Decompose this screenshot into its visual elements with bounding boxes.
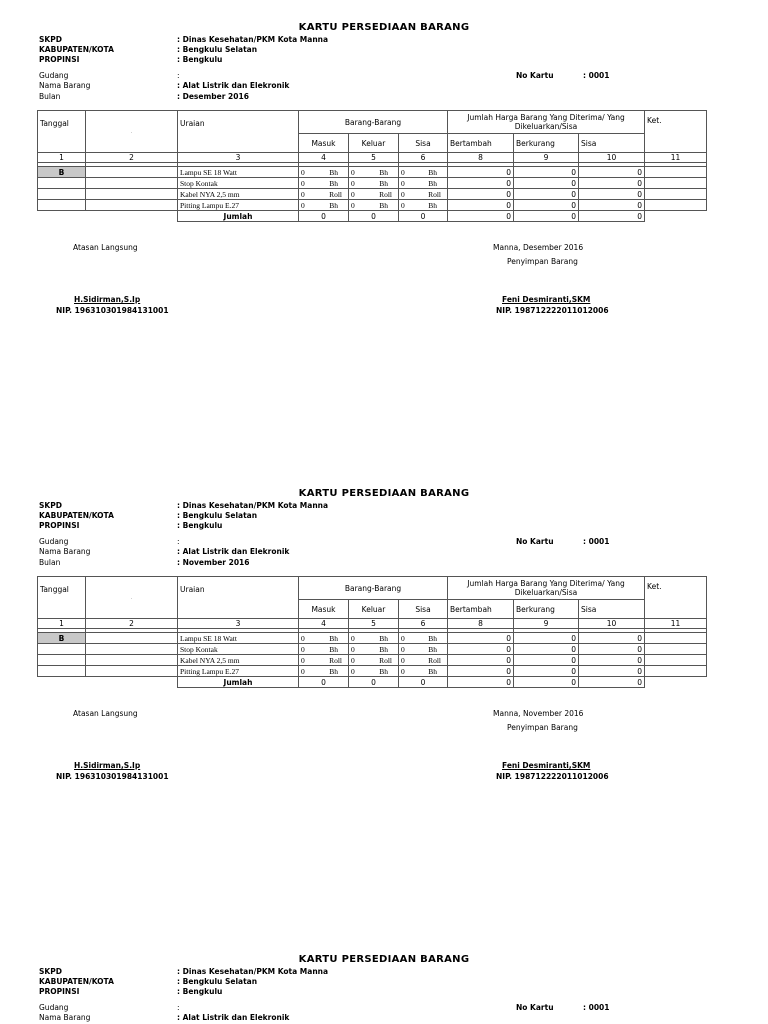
jumlah-keluar: 0 — [349, 211, 399, 222]
no-kartu-value: : 0001 — [583, 537, 610, 546]
berkurang-cell: 0 — [514, 178, 579, 189]
skpd-label: SKPD — [39, 35, 62, 44]
jumlah-sisa-harga: 0 — [579, 677, 645, 688]
header-ket: Ket. — [645, 111, 707, 153]
sisa-qty: 0 — [401, 189, 405, 199]
berkurang-cell: 0 — [514, 189, 579, 200]
kabupaten-label: KABUPATEN/KOTA — [39, 977, 114, 986]
jumlah-sisa: 0 — [399, 677, 448, 688]
uraian-cell: Pitting Lampu E.27 — [178, 200, 299, 211]
col-num: 6 — [399, 619, 448, 629]
bertambah-cell: 0 — [448, 178, 514, 189]
inventory-card-partial — [0, 932, 768, 1024]
keluar-unit: Bh — [379, 200, 388, 210]
keluar-qty: 0 — [351, 655, 355, 665]
nama-barang-value: : Alat Listrik dan Elekronik — [177, 1013, 290, 1022]
gudang-label: Gudang — [39, 1003, 69, 1012]
jumlah-label: Jumlah — [178, 677, 299, 688]
col-num: 9 — [514, 153, 579, 163]
place-date: Manna, Desember 2016 — [493, 243, 584, 252]
jumlah-berkurang: 0 — [514, 211, 579, 222]
masuk-unit: Roll — [329, 655, 342, 665]
col-num: 6 — [399, 153, 448, 163]
keluar-unit: Bh — [379, 633, 388, 643]
sisa-qty: 0 — [401, 200, 405, 210]
berkurang-cell: 0 — [514, 200, 579, 211]
item-code: B — [38, 633, 86, 644]
skpd-label: SKPD — [39, 967, 62, 976]
keluar-unit: Roll — [379, 655, 392, 665]
header-jumlah-harga: Jumlah Harga Barang Yang Diterima/ Yang Dikeluarkan/Sisa — [448, 111, 645, 134]
jumlah-label: Jumlah — [178, 211, 299, 222]
card-title: KARTU PERSEDIAAN BARANG — [298, 22, 470, 33]
inventory-card-november — [0, 466, 768, 932]
skpd-value: : Dinas Kesehatan/PKM Kota Manna — [177, 35, 329, 44]
uraian-cell: Kabel NYA 2,5 mm — [178, 189, 299, 200]
skpd-value: : Dinas Kesehatan/PKM Kota Manna — [177, 501, 329, 510]
kabupaten-label: KABUPATEN/KOTA — [39, 511, 114, 520]
masuk-unit: Bh — [329, 178, 338, 188]
no-kartu-value: : 0001 — [583, 1003, 610, 1012]
bulan-label: Bulan — [39, 92, 61, 101]
col-num: 3 — [178, 153, 299, 163]
superior-label: Atasan Langsung — [73, 709, 138, 718]
keluar-qty: 0 — [351, 200, 355, 210]
nama-barang-label: Nama Barang — [39, 1013, 91, 1022]
bertambah-cell: 0 — [448, 655, 514, 666]
berkurang-cell: 0 — [514, 666, 579, 677]
card-title: KARTU PERSEDIAAN BARANG — [298, 954, 470, 965]
inventory-card-december — [0, 0, 768, 466]
col-num: 2 — [86, 153, 178, 163]
col-num: 11 — [645, 153, 707, 163]
table-row — [38, 655, 707, 666]
masuk-unit: Bh — [329, 200, 338, 210]
card-title: KARTU PERSEDIAAN BARANG — [298, 488, 470, 499]
superior-nip: NIP. 196310301984131001 — [56, 306, 169, 315]
superior-label: Atasan Langsung — [73, 243, 138, 252]
header-barang: Barang-Barang — [299, 577, 448, 600]
keeper-name: Feni Desmiranti,SKM — [502, 295, 591, 304]
propinsi-value: : Bengkulu — [177, 55, 223, 64]
sisa-harga-cell: 0 — [579, 644, 645, 655]
header-sisa-harga: Sisa — [579, 134, 645, 153]
gudang-value: : — [177, 537, 180, 546]
keluar-qty: 0 — [351, 189, 355, 199]
jumlah-masuk: 0 — [299, 211, 349, 222]
keeper-nip: NIP. 198712222011012006 — [496, 306, 609, 315]
header-tanggal: Tanggal — [38, 577, 86, 619]
keeper-label: Penyimpan Barang — [507, 257, 578, 266]
jumlah-bertambah: 0 — [448, 677, 514, 688]
kabupaten-value: : Bengkulu Selatan — [177, 977, 258, 986]
sisa-unit: Roll — [428, 655, 441, 665]
sisa-unit: Bh — [428, 200, 437, 210]
jumlah-sisa: 0 — [399, 211, 448, 222]
bertambah-cell: 0 — [448, 666, 514, 677]
bertambah-cell: 0 — [448, 644, 514, 655]
sisa-unit: Bh — [428, 178, 437, 188]
jumlah-row — [38, 211, 707, 222]
skpd-label: SKPD — [39, 501, 62, 510]
header-uraian: Uraian — [178, 577, 299, 619]
sisa-qty: 0 — [401, 178, 405, 188]
header-keluar: Keluar — [349, 600, 399, 619]
no-kartu-label: No Kartu — [516, 71, 554, 80]
uraian-cell: Pitting Lampu E.27 — [178, 666, 299, 677]
col-num: 4 — [299, 153, 349, 163]
no-kartu-label: No Kartu — [516, 1003, 554, 1012]
table-row — [38, 666, 707, 677]
uraian-cell: Lampu SE 18 Watt — [178, 633, 299, 644]
superior-name: H.Sidirman,S.Ip — [74, 761, 141, 770]
table-row — [38, 167, 707, 178]
header-masuk: Masuk — [299, 134, 349, 153]
gudang-label: Gudang — [39, 71, 69, 80]
inventory-table — [37, 576, 707, 688]
table-row — [38, 200, 707, 211]
table-row — [38, 644, 707, 655]
masuk-qty: 0 — [301, 633, 305, 643]
col-num: 1 — [38, 619, 86, 629]
uraian-cell: Stop Kontak — [178, 178, 299, 189]
sisa-harga-cell: 0 — [579, 200, 645, 211]
header-bertambah: Bertambah — [448, 134, 514, 153]
col-num: 9 — [514, 619, 579, 629]
header-sisa: Sisa — [399, 134, 448, 153]
masuk-qty: 0 — [301, 666, 305, 676]
jumlah-masuk: 0 — [299, 677, 349, 688]
bertambah-cell: 0 — [448, 633, 514, 644]
col-num: 10 — [579, 619, 645, 629]
header-masuk: Masuk — [299, 600, 349, 619]
no-kartu-label: No Kartu — [516, 537, 554, 546]
jumlah-sisa-harga: 0 — [579, 211, 645, 222]
header-sisa: Sisa — [399, 600, 448, 619]
sisa-qty: 0 — [401, 167, 405, 177]
bertambah-cell: 0 — [448, 200, 514, 211]
sisa-unit: Bh — [428, 666, 437, 676]
masuk-unit: Bh — [329, 167, 338, 177]
col-num: 10 — [579, 153, 645, 163]
nama-barang-label: Nama Barang — [39, 81, 91, 90]
sisa-unit: Bh — [428, 633, 437, 643]
keluar-qty: 0 — [351, 178, 355, 188]
item-code: B — [38, 167, 86, 178]
col-num: 1 — [38, 153, 86, 163]
kabupaten-value: : Bengkulu Selatan — [177, 511, 258, 520]
kabupaten-value: : Bengkulu Selatan — [177, 45, 258, 54]
table-row — [38, 189, 707, 200]
header-blank: . — [86, 577, 178, 619]
masuk-unit: Bh — [329, 644, 338, 654]
col-num: 5 — [349, 153, 399, 163]
header-blank: . — [86, 111, 178, 153]
keluar-unit: Bh — [379, 666, 388, 676]
keeper-name: Feni Desmiranti,SKM — [502, 761, 591, 770]
uraian-cell: Kabel NYA 2,5 mm — [178, 655, 299, 666]
keluar-qty: 0 — [351, 167, 355, 177]
jumlah-keluar: 0 — [349, 677, 399, 688]
sisa-unit: Roll — [428, 189, 441, 199]
propinsi-label: PROPINSI — [39, 521, 80, 530]
bulan-label: Bulan — [39, 558, 61, 567]
nama-barang-value: : Alat Listrik dan Elekronik — [177, 81, 290, 90]
jumlah-berkurang: 0 — [514, 677, 579, 688]
header-berkurang: Berkurang — [514, 600, 579, 619]
propinsi-value: : Bengkulu — [177, 521, 223, 530]
col-num: 8 — [448, 153, 514, 163]
col-num: 3 — [178, 619, 299, 629]
bulan-value: : Desember 2016 — [177, 92, 249, 101]
header-uraian: Uraian — [178, 111, 299, 153]
superior-name: H.Sidirman,S.Ip — [74, 295, 141, 304]
nama-barang-value: : Alat Listrik dan Elekronik — [177, 547, 290, 556]
masuk-qty: 0 — [301, 178, 305, 188]
header-bertambah: Bertambah — [448, 600, 514, 619]
sisa-qty: 0 — [401, 655, 405, 665]
propinsi-label: PROPINSI — [39, 987, 80, 996]
keluar-qty: 0 — [351, 644, 355, 654]
masuk-qty: 0 — [301, 189, 305, 199]
masuk-qty: 0 — [301, 655, 305, 665]
gudang-value: : — [177, 71, 180, 80]
berkurang-cell: 0 — [514, 167, 579, 178]
superior-nip: NIP. 196310301984131001 — [56, 772, 169, 781]
propinsi-label: PROPINSI — [39, 55, 80, 64]
col-num: 11 — [645, 619, 707, 629]
header-keluar: Keluar — [349, 134, 399, 153]
sisa-qty: 0 — [401, 633, 405, 643]
keeper-nip: NIP. 198712222011012006 — [496, 772, 609, 781]
keluar-unit: Bh — [379, 167, 388, 177]
berkurang-cell: 0 — [514, 655, 579, 666]
kabupaten-label: KABUPATEN/KOTA — [39, 45, 114, 54]
sisa-harga-cell: 0 — [579, 167, 645, 178]
nama-barang-label: Nama Barang — [39, 547, 91, 556]
keluar-qty: 0 — [351, 633, 355, 643]
sisa-unit: Bh — [428, 644, 437, 654]
gudang-value: : — [177, 1003, 180, 1012]
jumlah-bertambah: 0 — [448, 211, 514, 222]
inventory-table — [37, 110, 707, 222]
bertambah-cell: 0 — [448, 189, 514, 200]
keluar-unit: Bh — [379, 644, 388, 654]
sisa-qty: 0 — [401, 644, 405, 654]
berkurang-cell: 0 — [514, 644, 579, 655]
jumlah-row — [38, 677, 707, 688]
header-tanggal: Tanggal — [38, 111, 86, 153]
sisa-harga-cell: 0 — [579, 189, 645, 200]
sisa-harga-cell: 0 — [579, 655, 645, 666]
masuk-unit: Bh — [329, 666, 338, 676]
keluar-unit: Roll — [379, 189, 392, 199]
place-date: Manna, November 2016 — [493, 709, 584, 718]
header-barang: Barang-Barang — [299, 111, 448, 134]
sisa-harga-cell: 0 — [579, 633, 645, 644]
no-kartu-value: : 0001 — [583, 71, 610, 80]
table-row — [38, 633, 707, 644]
keeper-label: Penyimpan Barang — [507, 723, 578, 732]
masuk-qty: 0 — [301, 200, 305, 210]
bertambah-cell: 0 — [448, 167, 514, 178]
keluar-qty: 0 — [351, 666, 355, 676]
masuk-qty: 0 — [301, 167, 305, 177]
skpd-value: : Dinas Kesehatan/PKM Kota Manna — [177, 967, 329, 976]
header-ket: Ket. — [645, 577, 707, 619]
header-jumlah-harga: Jumlah Harga Barang Yang Diterima/ Yang Dikeluarkan/Sisa — [448, 577, 645, 600]
uraian-cell: Lampu SE 18 Watt — [178, 167, 299, 178]
header-berkurang: Berkurang — [514, 134, 579, 153]
uraian-cell: Stop Kontak — [178, 644, 299, 655]
col-num: 4 — [299, 619, 349, 629]
col-num: 2 — [86, 619, 178, 629]
sisa-qty: 0 — [401, 666, 405, 676]
masuk-qty: 0 — [301, 644, 305, 654]
berkurang-cell: 0 — [514, 633, 579, 644]
header-sisa-harga: Sisa — [579, 600, 645, 619]
sisa-harga-cell: 0 — [579, 178, 645, 189]
keluar-unit: Bh — [379, 178, 388, 188]
sisa-harga-cell: 0 — [579, 666, 645, 677]
col-num: 8 — [448, 619, 514, 629]
masuk-unit: Roll — [329, 189, 342, 199]
table-row — [38, 178, 707, 189]
masuk-unit: Bh — [329, 633, 338, 643]
col-num: 5 — [349, 619, 399, 629]
sisa-unit: Bh — [428, 167, 437, 177]
bulan-value: : November 2016 — [177, 558, 250, 567]
propinsi-value: : Bengkulu — [177, 987, 223, 996]
gudang-label: Gudang — [39, 537, 69, 546]
